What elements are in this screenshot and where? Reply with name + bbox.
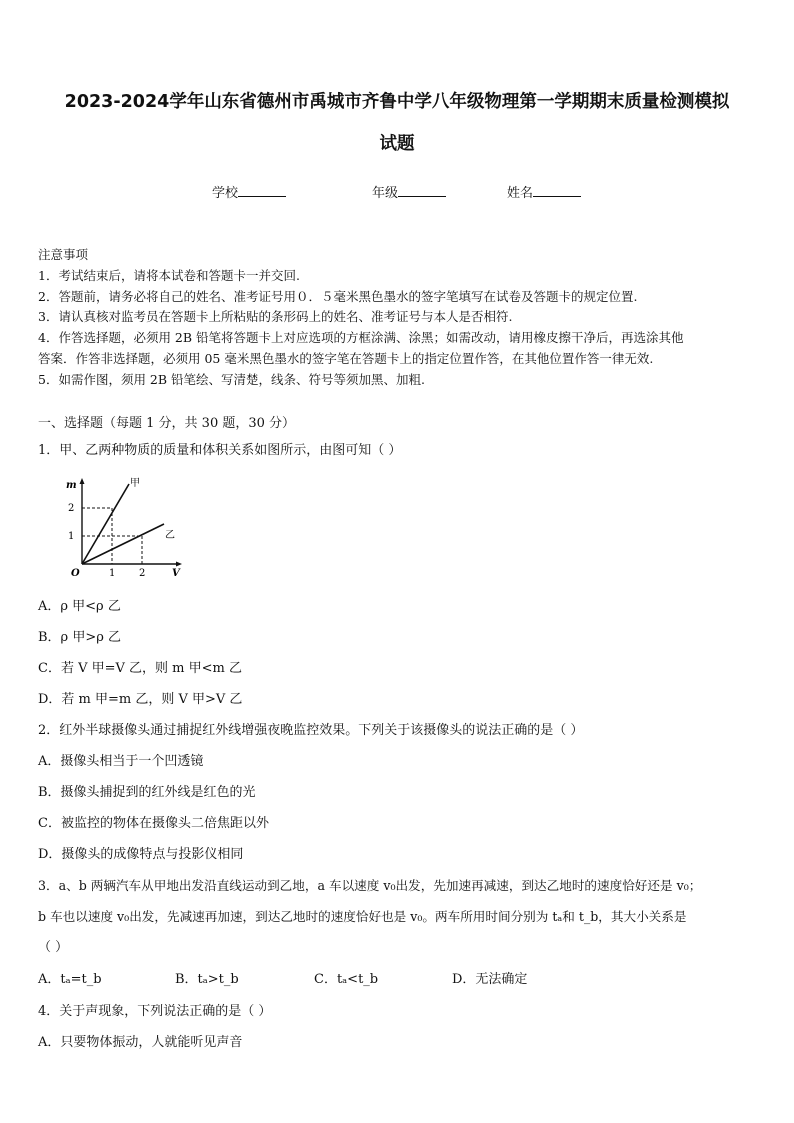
x-axis-label: V [172, 568, 180, 579]
name-field [507, 182, 581, 201]
note-item: 4．作答选择题，必须用 2B 铅笔将答题卡上对应选项的方框涂满、涂黑；如需改动，请用橡皮擦干净后，再选涂其他 [38, 330, 684, 345]
mass-volume-graph [60, 474, 190, 584]
question-2-option-c: C．被监控的物体在摄像头二倍焦距以外 [38, 816, 269, 831]
school-label: 学校 [212, 186, 239, 201]
line-jia-label: 甲 [130, 478, 140, 489]
note-item: 1．考试结束后，请将本试卷和答题卡一并交回. [38, 268, 300, 283]
question-3-option-c: C．tₐ<t_b [314, 972, 379, 987]
x-tick-1: 1 [109, 568, 116, 579]
grade-field [372, 182, 446, 201]
question-1-option-d: D．若 m 甲=m 乙，则 V 甲>V 乙 [38, 692, 243, 707]
question-3-line2: b 车也以速度 v₀出发，先减速再加速，到达乙地时的速度恰好也是 v₀。两车所用时间分别为 tₐ和 t_b，其大小关系是 [38, 909, 687, 924]
question-1-option-b: B．ρ 甲>ρ 乙 [38, 630, 121, 645]
question-3-line1: 3．a、b 两辆汽车从甲地出发沿直线运动到乙地，a 车以速度 v₀出发，先加速再减速，到达乙地时的速度恰好还是 v₀； [38, 878, 702, 893]
note-item: 2．答题前，请务必将自己的姓名、准考证号用０．５毫米黑色墨水的签字笔填写在试卷及答题卡的规定位置. [38, 289, 638, 304]
grade-label: 年级 [372, 186, 399, 201]
question-3-option-d: D．无法确定 [452, 972, 528, 987]
note-item: 3．请认真核对监考员在答题卡上所粘贴的条形码上的姓名、准考证号与本人是否相符. [38, 309, 513, 324]
question-3-line3: （ ） [38, 940, 69, 955]
section-heading: 一、选择题（每题 1 分，共 30 题，30 分） [38, 416, 296, 431]
question-1-stem: 1．甲、乙两种物质的质量和体积关系如图所示，由图可知（ ） [38, 443, 402, 458]
y-axis-arrow [80, 478, 85, 484]
origin-label: O [71, 568, 80, 579]
x-axis-arrow [176, 562, 182, 567]
line-yi-label: 乙 [165, 530, 175, 541]
note-item: 5．如需作图，须用 2B 铅笔绘、写清楚，线条、符号等须加黑、加粗. [38, 372, 426, 387]
question-3-option-b: B．tₐ>t_b [175, 972, 239, 987]
name-blank [533, 184, 581, 197]
note-item: 答案．作答非选择题，必须用 05 毫米黑色墨水的签字笔在答题卡上的指定位置作答，在其他位置作答一律无效. [38, 351, 654, 366]
question-1-option-c: C．若 V 甲=V 乙，则 m 甲<m 乙 [38, 661, 242, 676]
school-blank [238, 184, 286, 197]
question-1-option-a: A．ρ 甲<ρ 乙 [38, 599, 121, 614]
name-label: 姓名 [507, 186, 534, 201]
grade-blank [398, 184, 446, 197]
y-tick-1: 1 [68, 531, 75, 542]
question-2-stem: 2．红外半球摄像头通过捕捉红外线增强夜晚监控效果。下列关于该摄像头的说法正确的是（ ） [38, 723, 584, 738]
question-2-option-d: D．摄像头的成像特点与投影仪相同 [38, 847, 244, 862]
x-tick-2: 2 [139, 568, 146, 579]
question-2-option-b: B．摄像头捕捉到的红外线是红色的光 [38, 785, 256, 800]
question-2-option-a: A．摄像头相当于一个凹透镜 [38, 754, 204, 769]
question-4-stem: 4．关于声现象，下列说法正确的是（ ） [38, 1004, 272, 1019]
question-3-option-a: A．tₐ=t_b [38, 972, 102, 987]
school-field [212, 182, 286, 201]
page-title: 2023-2024学年山东省德州市禹城市齐鲁中学八年级物理第一学期期末质量检测模拟 [64, 92, 730, 112]
notes-heading: 注意事项 [38, 247, 89, 262]
page-title-line2: 试题 [379, 134, 415, 154]
question-4-option-a: A．只要物体振动，人就能听见声音 [38, 1035, 243, 1050]
y-tick-2: 2 [68, 503, 75, 514]
y-axis-label: m [66, 480, 77, 491]
